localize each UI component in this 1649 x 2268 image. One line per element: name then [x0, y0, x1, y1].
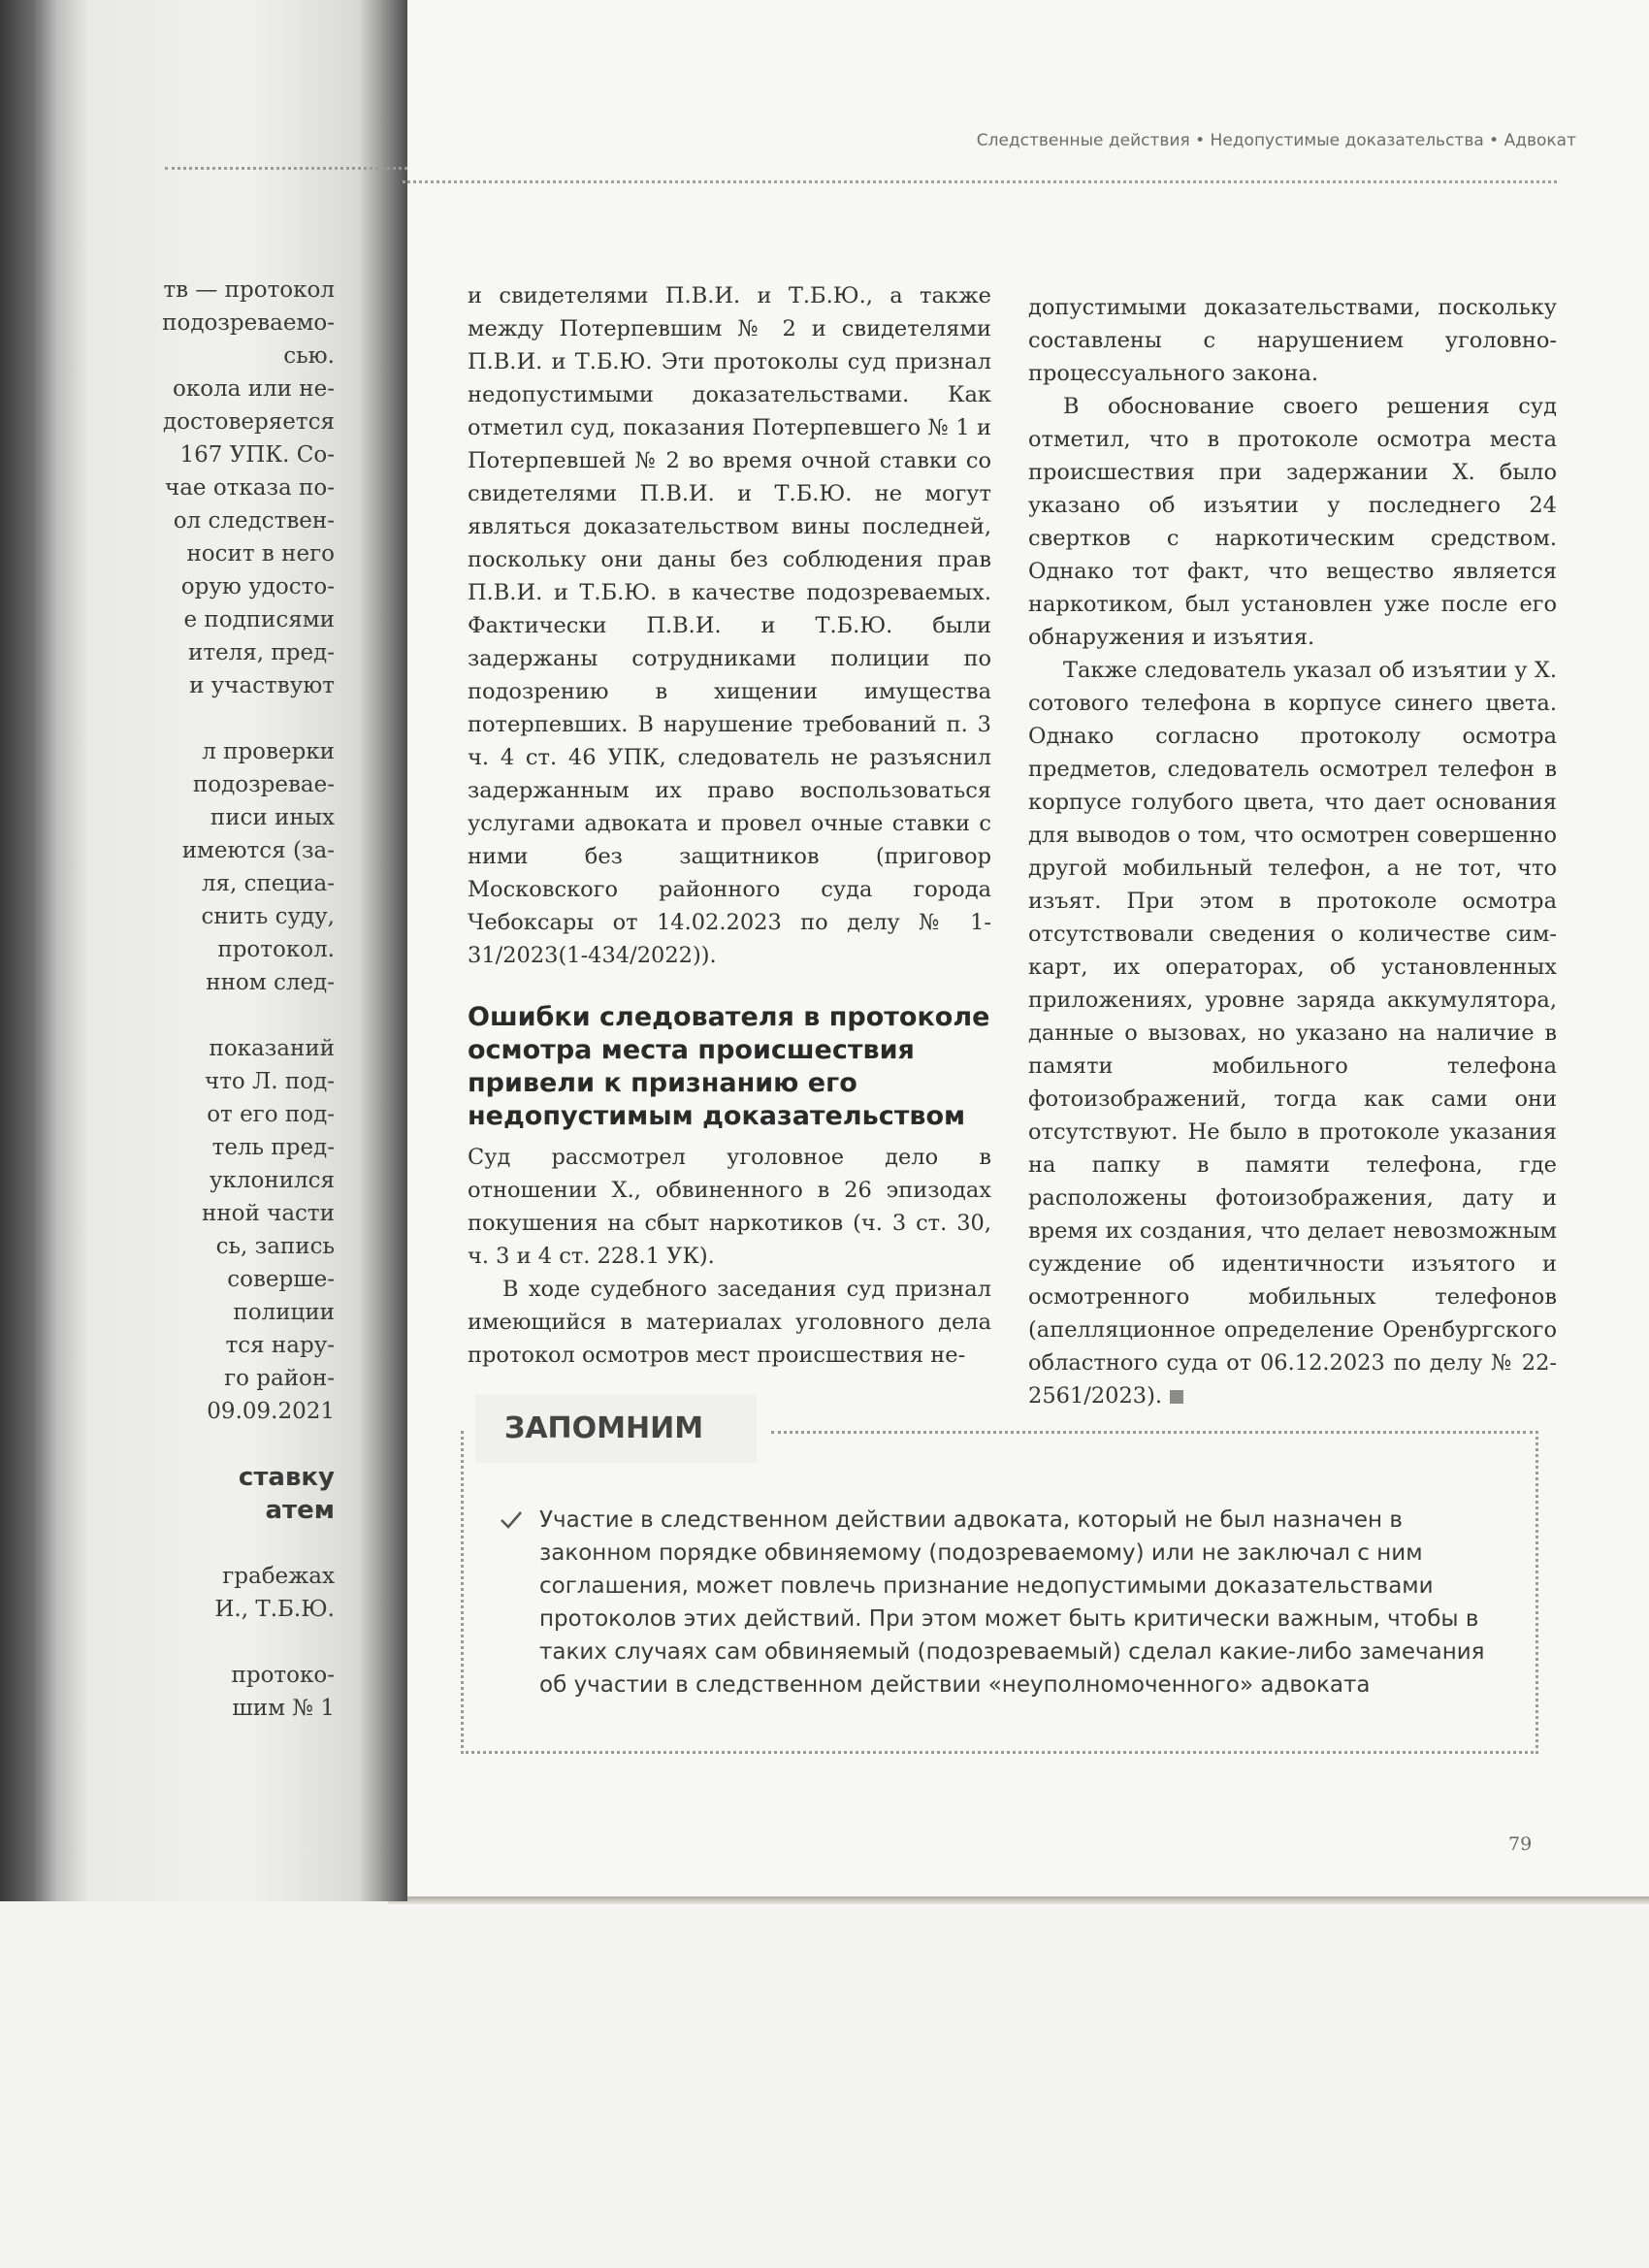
section-heading: Ошибки следователя в протоколе осмотра места происшествия привели к признанию его недопустимым доказательством [468, 1002, 990, 1131]
left-page-line: окола или не- [173, 376, 335, 402]
paragraph-text: Также следователь указал об изъятии у Х. сотового телефона в корпусе синего цвета. Однако согласно протоколу осмотра предметов, следователь осмотрел телефон в корпусе голубого цвета, что дает основания для выводов о том, что осмотрен совершенно другой мобильный телефон, а не тот, что изъят. При этом в протоколе осмотра отсутствовали сведения о количестве сим-карт, их операторах, об установленных приложениях, уровне заряда аккумулятора, данные о вызовах, но указано на наличие в памяти мобильного телефона фотоизображений, тогда как сами они отсутствуют. Не было в протоколе указания на папку в памяти телефона, где расположены фотоизображения, дату и время их создания, что делает невозможным суждение об идентичности изъятого и осмотренного мобильных телефонов (апелляционное определение Оренбургского областного суда от 06.12.2023 по делу № 22-2561/2023). [1028, 658, 1557, 1409]
left-page-line: тель пред- [211, 1135, 335, 1160]
left-page-text [146, 274, 335, 1725]
left-page-line: нной части [201, 1201, 335, 1226]
left-page-line: носит в него [186, 541, 335, 567]
left-page-line: писи иных [210, 805, 335, 830]
remember-item [504, 1504, 1494, 1701]
left-page-line: подозреваемо- [162, 310, 335, 336]
left-page-line: тся нару- [225, 1333, 335, 1358]
left-page-line [146, 1428, 335, 1461]
left-page-line: имеются (за- [181, 838, 335, 863]
left-page-line: сью. [283, 343, 335, 369]
left-page-line: шим № 1 [232, 1696, 335, 1721]
left-page-line: л проверки [202, 739, 335, 764]
left-page-line: от его под- [207, 1102, 335, 1127]
left-page-line: соверше- [227, 1267, 335, 1292]
left-page-line: И., Т.Б.Ю. [214, 1597, 335, 1622]
left-page-line: тв — протокол [163, 277, 335, 303]
paragraph [1028, 654, 1557, 1412]
remember-label: ЗАПОМНИМ [475, 1395, 757, 1463]
left-page-line: нном след- [206, 970, 335, 995]
left-page-line: ля, специа- [201, 871, 335, 896]
left-page-line: чае отказа по- [164, 475, 335, 501]
paragraph: допустимыми доказательствами, поскольку составлены с нарушением уголовно-процессуального закона. [1028, 295, 1557, 386]
left-page-line: что Л. под- [204, 1069, 335, 1094]
column-right [1028, 291, 1557, 1412]
left-header-divider [165, 167, 407, 170]
left-page-line: показаний [209, 1036, 335, 1061]
left-page-line: протоко- [231, 1663, 335, 1688]
left-page-line: ставку [238, 1463, 335, 1492]
left-page-line: атем [265, 1496, 335, 1525]
left-page-line [146, 1626, 335, 1659]
left-page-line: 167 УПК. Со- [179, 442, 335, 468]
left-page-line: снить суду, [201, 904, 335, 929]
left-page-line: сь, запись [215, 1234, 335, 1259]
background-below-page [0, 1901, 1649, 2268]
column-left [468, 279, 991, 1372]
left-page-line [146, 702, 335, 735]
paragraph: Суд рассмотрел уголовное дело в отношении Х., обвиненного в 26 эпизодах покушения на сбыт наркотиков (ч. 3 ст. 30, ч. 3 и 4 ст. 228.1 УК). [468, 1145, 991, 1269]
left-page-line: и участвуют [189, 673, 335, 698]
paragraph: и свидетелями П.В.И. и Т.Б.Ю., а также между Потерпевшим № 2 и свидетелями П.В.И. и Т.Б.Ю. Эти протоколы суд признал недопустимыми доказательствами. Как отметил суд, показания Потерпевшего № 1 и Потерпевшей № 2 во время очной ставки со свидетелями П.В.И. и Т.Б.Ю. не могут являться доказательством вины последней, поскольку они даны без соблюдения прав П.В.И. и Т.Б.Ю. в качестве подозреваемых. Фактически П.В.И. и Т.Б.Ю. были задержаны сотрудниками полиции по подозрению в хищении имущества потерпевших. В нарушение требований п. 3 ч. 4 ст. 46 УПК, следователь не разъяснил задержанным их право воспользоваться услугами адвоката и провел очные ставки с ними без защитников (приговор Московского районного суда города Чебоксары от 14.02.2023 по делу № 1-31/2023(1-434/2022)). [468, 283, 991, 968]
left-page-line: достоверяется [163, 409, 335, 435]
running-header: Следственные действия • Недопустимые доказательства • Адвокат [976, 131, 1576, 150]
left-page-line: ителя, пред- [187, 640, 335, 665]
left-page-line: го район- [224, 1366, 335, 1391]
paragraph: В обоснование своего решения суд отметил, что в протоколе осмотра места происшествия при задержании Х. было указано об изъятии у последнего 24 свертков с наркотическим средством. Однако тот факт, что вещество является наркотиком, был установлен уже после его обнаружения и изъятия. [1028, 394, 1557, 650]
left-page-line: уклонился [209, 1168, 335, 1193]
remember-text: Участие в следственном действии адвоката, который не был назначен в законном порядке обвиняемому (подозреваемому) или не заключал с ним соглашения, может повлечь признание недопустимыми доказательствами протоколов этих действий. При этом может быть критически важным, чтобы в таких случаях сам обвиняемый (подозреваемый) сделал какие-либо замечания об участии в следственном действии «неуполномоченного» адвоката [539, 1507, 1485, 1698]
left-page-line: 09.09.2021 [207, 1399, 335, 1424]
header-divider [403, 180, 1557, 183]
left-page-line: орую удосто- [180, 574, 335, 599]
paragraph: В ходе судебного заседания суд признал имеющийся в материалах уголовного дела протокол осмотров мест происшествия не- [468, 1277, 991, 1368]
end-of-article-mark [1170, 1390, 1183, 1404]
left-page-line: подозревае- [192, 772, 335, 797]
left-page-line [146, 1527, 335, 1560]
page-edge [388, 1896, 1649, 1904]
left-page [0, 0, 407, 1901]
left-page-line: протокол. [217, 937, 335, 962]
left-page-line [146, 999, 335, 1032]
left-page-line: грабежах [222, 1564, 335, 1589]
page-number: 79 [1508, 1833, 1533, 1855]
left-page-line: полиции [233, 1300, 335, 1325]
left-page-line: ол следствен- [173, 508, 335, 534]
left-page-line: е подписями [183, 607, 335, 632]
check-icon [499, 1507, 524, 1533]
